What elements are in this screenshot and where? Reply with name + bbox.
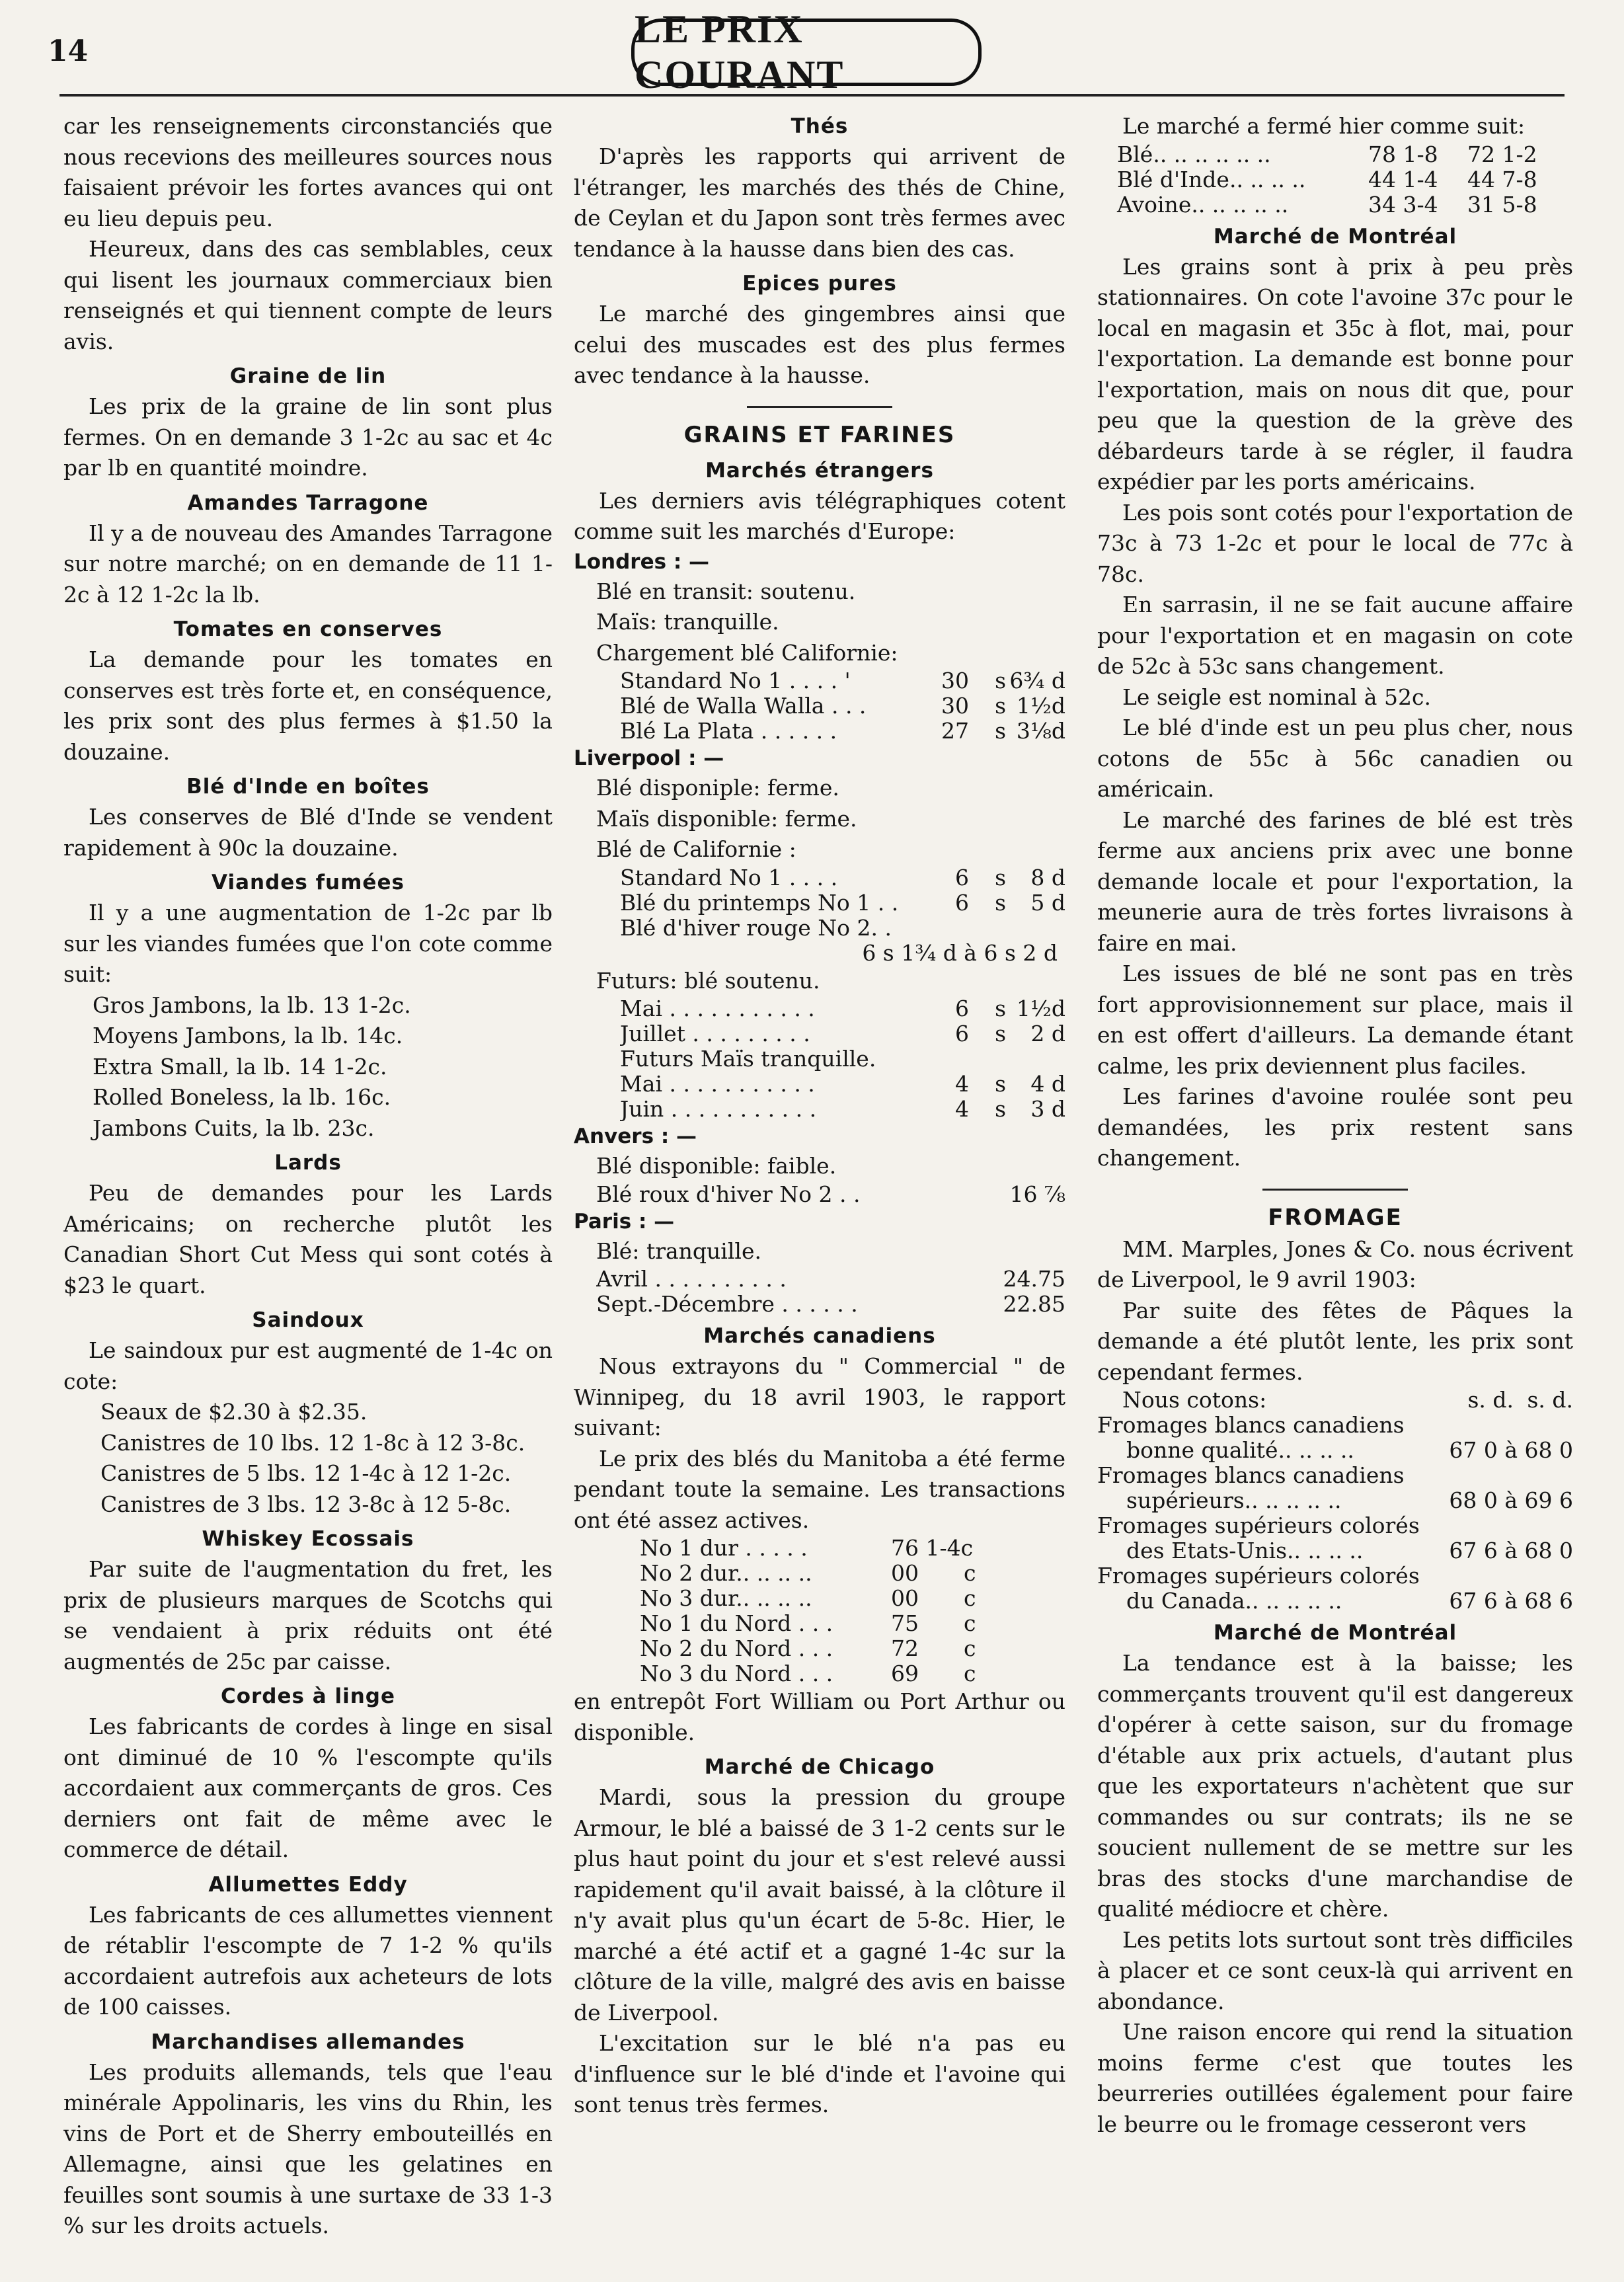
quote-unit: s [995,889,1006,916]
section-heading: Viandes fumées [212,871,405,894]
quote-label: Blé.. .. .. .. .. .. [1117,141,1271,167]
quote-value: 76 1-4c [891,1535,974,1561]
section-heading: Marché de Montréal [1213,224,1457,249]
quote-label: Blé d'Inde.. .. .. .. [1117,167,1306,192]
quote-value: 27 [941,718,969,744]
quote-label: Fromages supérieurs colorés [1097,1513,1420,1538]
quote-label: Mai . . . . . . . . . . . [620,1072,815,1097]
list-item: Canistres de 5 lbs. 12 1-4c à 12 1-2c. [100,1460,512,1486]
quote-row [620,996,1065,1021]
paragraph: L'excitation sur le blé n'a pas eu d'influence sur le blé d'inde et l'avoine qui sont tenus très fermes. [574,2030,1065,2117]
quote-label: Standard No 1 . . . . ' [620,668,851,693]
section-heading: Thés [791,114,849,138]
quote-value: 67 6 à 68 6 [1449,1588,1573,1614]
quote-label: du Canada.. .. .. .. .. [1126,1589,1342,1614]
quote-value: 6 [955,996,969,1021]
quote-unit: s [995,668,1006,693]
paragraph: Heureux, dans des cas semblables, ceux qui lisent les journaux commerciaux bien renseignés et qui tiennent compte de leurs avis. [63,236,553,354]
quote-row [620,1097,1065,1122]
quote-label: Fromages blancs canadiens [1097,1463,1405,1488]
quote-row [620,719,1065,744]
quote-label: Blé de Walla Walla . . . [620,693,867,719]
paragraph: En sarrasin, il ne se fait aucune affaire pour l'exportation et en magasin on cote de 52c à 53c sans changement. [1097,592,1573,679]
paragraph: La tendance est à la baisse; les commerçants trouvent qu'il est dangereux d'opérer à cette saison, sur du fromage d'étable aux prix actuels, d'autant plus que les exportateurs n'achètent que sur commandes ou sur contrats; ils ne se soucient nullement de se mettre sur les bras des stocks d'une marchandise de qualité médiocre et chère. [1097,1650,1573,1922]
quote-value: 69 [891,1661,919,1686]
quote-row [620,916,1065,941]
quote-value: 6 [955,1021,969,1046]
quote-row [620,1021,1065,1046]
section-heading: Blé d'Inde en boîtes [186,775,430,799]
market-city: Londres : — [574,549,710,574]
quote-unit: s [995,718,1006,744]
section-title: FROMAGE [1268,1204,1403,1231]
quote-row [640,1561,1065,1586]
quote-row [620,865,1065,890]
quote-label: No 3 du Nord . . . [640,1661,833,1686]
quote-value: 67 6 à 68 0 [1449,1538,1573,1563]
section-heading: Marché de Montréal [1213,1621,1457,1645]
paragraph: Le blé d'inde est un peu plus cher, nous cotons de 55c à 56c canadien ou américain. [1097,715,1573,802]
market-line: Chargement blé Californie: [596,639,898,666]
quote-row [620,693,1065,719]
quote-row [596,1267,1065,1292]
paragraph: Par suite des fêtes de Pâques la demande a été plutôt lente, les prix sont cependant fermes. [1097,1297,1573,1385]
quote-value: 3 d [1030,1096,1065,1122]
quote-row [620,1046,1065,1072]
list-item: Jambons Cuits, la lb. 23c. [93,1115,375,1141]
quote-label: Avoine.. .. .. .. .. [1117,192,1289,217]
paragraph: Les produits allemands, tels que l'eau minérale Appolinaris, les vins du Rhin, les vins de Port et de Sherry embouteillés en Allemagne, ainsi que les gelatines en feuilles sont soumis à une surtaxe de 33 1-3 % sur les droits actuels. [63,2059,553,2238]
quote-value: 2 d [1030,1021,1065,1046]
paragraph: Les grains sont à prix à peu près stationnaires. On cote l'avoine 37c pour le local en magasin et 35c à flot, mai, pour l'exportation. La demande est bonne pour l'exportation, mais on nous dit que, pour peu que la question de la grève des débardeurs tarde à se régler, il faudra expédier par les ports américains. [1097,253,1573,494]
quote-row [1097,167,1573,192]
quote-label: bonne qualité.. .. .. .. [1126,1438,1354,1463]
market-line: Blé: tranquille. [596,1238,761,1264]
quote-row [640,1536,1065,1561]
quote-unit: s [995,1071,1006,1097]
column-1 [63,111,553,2266]
paragraph: Le seigle est nominal à 52c. [1122,684,1431,710]
paragraph: MM. Marples, Jones & Co. nous écrivent de Liverpool, le 9 avril 1903: [1097,1236,1573,1292]
quote-value: 6 [955,889,969,916]
quote-label: Blé La Plata . . . . . . [620,719,837,744]
quote-value: 78 1-8 [1368,141,1438,167]
paragraph: Les prix de la graine de lin sont plus fermes. On en demande 3 1-2c au sac et 4c par lb en quantité moindre. [63,393,553,481]
quote-row [1097,1488,1573,1513]
section-heading: Epices pures [742,272,897,295]
quote-table [574,1267,1065,1317]
cheese-quote-table [1097,1388,1573,1614]
quote-row [1097,1413,1573,1438]
quote-row [1097,192,1573,217]
quote-label: Sept.-Décembre . . . . . . [596,1292,858,1317]
quote-value: 3⅛d [1016,718,1065,744]
quote-value: 72 [891,1635,919,1661]
header-rule [59,94,1565,97]
column-2 [574,111,1065,2266]
market-line: Blé disponible: faible. [596,1153,837,1179]
quote-value: 6¾ d [1009,668,1065,693]
quote-label: Standard No 1 . . . . [620,865,838,890]
quote-value: 5 d [1030,889,1065,916]
quote-row [596,1292,1065,1317]
quote-value: 72 1-2 [1467,141,1537,167]
paragraph: Les petits lots surtout sont très difficiles à placer et ce sont ceux-là qui arrivent en abondance. [1097,1926,1573,2014]
quote-value: 31 5-8 [1467,191,1537,217]
quote-value: 6 [955,864,969,890]
section-heading: Saindoux [252,1308,364,1332]
paragraph: Une raison encore qui rend la situation moins ferme c'est que toutes les beurreries outillées également pour faire le beurre ou le fromage cesseront vers [1097,2019,1573,2137]
paragraph: La demande pour les tomates en conserves est très forte et, en conséquence, les prix sont des plus fermes à $1.50 la douzaine. [63,647,553,765]
paragraph: Les fabricants de ces allumettes viennent de rétablir l'escompte de 7 1-2 % qu'ils accordaient autrefois aux acheteurs de lots de 100 caisses. [63,1901,553,2020]
price-list [63,1397,553,1520]
quote-value: 1½d [1016,693,1065,719]
quote-table [574,668,1065,744]
quote-header-row [1097,1388,1573,1413]
list-item: Seaux de $2.30 à $2.35. [100,1399,367,1425]
list-item: Rolled Boneless, la lb. 16c. [93,1084,391,1110]
quote-row [640,1636,1065,1661]
list-item: Gros Jambons, la lb. 13 1-2c. [93,992,411,1018]
quote-unit: c [964,1661,976,1686]
quote-label: supérieurs.. .. .. .. .. [1126,1488,1342,1513]
quote-label: des Etats-Unis.. .. .. .. [1126,1538,1364,1563]
paragraph: Les conserves de Blé d'Inde se vendent rapidement à 90c la douzaine. [63,804,553,861]
market-city: Paris : — [574,1209,675,1234]
quote-value: 1½d [1016,996,1065,1021]
quote-row [620,890,1065,916]
quote-row [1097,1589,1573,1614]
quote-value: 44 1-4 [1368,166,1438,192]
section-heading: Tomates en conserves [173,617,443,641]
market-line: Blé de Californie : [596,836,796,862]
quote-label: No 2 du Nord . . . [640,1636,833,1661]
paragraph: Mardi, sous la pression du groupe Armour, le blé a baissé de 3 1-2 cents sur le plus haut point du jour et s'est relevé aussi rapidement qu'il avait baissé, à la clôture il n'y avait plus qu'un écart de 5-8c. Hier, le marché a été actif et a gagné 1-4c sur la clôture de la ville, malgré des avis en baisse de Liverpool. [574,1784,1065,2026]
quote-table [574,865,1065,966]
section-heading: Cordes à linge [220,1684,396,1708]
quote-unit: s [995,864,1006,890]
paragraph: Il y a de nouveau des Amandes Tarragone sur notre marché; on en demande de 11 1-2c à 12 1-2c la lb. [63,520,553,608]
quote-row [640,1661,1065,1686]
quote-row [1097,1463,1573,1488]
section-title: GRAINS ET FARINES [683,421,956,448]
paragraph: Il y a une augmentation de 1-2c par lb sur les viandes fumées que l'on cote comme suit: [63,900,553,987]
quote-label: No 2 dur.. .. .. .. [640,1561,812,1586]
section-heading: Marchandises allemandes [151,2029,465,2054]
section-heading: Whiskey Ecossais [202,1527,414,1551]
quote-value: 4 d [1030,1071,1065,1097]
list-item: Moyens Jambons, la lb. 14c. [93,1023,403,1048]
paragraph: Les farines d'avoine roulée sont peu demandées, les prix restent sans changement. [1097,1083,1573,1171]
quote-table [1097,142,1573,217]
section-heading: Allumettes Eddy [208,1872,408,1897]
quote-value: 68 0 à 69 6 [1449,1487,1573,1513]
quote-row [640,1611,1065,1636]
quote-row [1097,1563,1573,1589]
market-city: Liverpool : — [574,746,724,770]
section-heading: Graine de lin [229,364,387,388]
quote-label: Fromages supérieurs colorés [1097,1563,1420,1589]
quote-unit: c [964,1635,976,1661]
paragraph: Le prix des blés du Manitoba a été ferme pendant toute la semaine. Les transactions ont été assez actives. [574,1445,1065,1533]
quote-value: 34 3-4 [1368,191,1438,217]
market-city: Anvers : — [574,1124,697,1148]
quote-label: Juillet . . . . . . . . . [620,1021,810,1046]
quote-label: Blé d'hiver rouge No 2. . [620,915,892,941]
quote-unit [964,1536,990,1561]
paragraph: Par suite de l'augmentation du fret, les prix de plusieurs marques de Scotchs qui se vendaient à prix réduits ont été augmentés de 25c par caisse. [63,1556,553,1674]
quote-value: 24.75 [1003,1266,1065,1292]
market-line: Futurs: blé soutenu. [596,967,820,994]
quote-row [640,1586,1065,1611]
paragraph: car les renseignements circonstanciés que nous recevions des meilleures sources nous faisaient prévoir les fortes avances qui ont eu lieu depuis peu. [63,113,553,231]
quote-table [640,1536,1065,1686]
quote-value: 16 ⅞ [1009,1181,1065,1207]
price-list [63,990,553,1144]
quote-table [574,996,1065,1122]
quote-label: Fromages blancs canadiens [1097,1413,1405,1438]
quote-label: Blé du printemps No 1 . . [620,890,899,916]
quote-value: 00 [891,1560,919,1586]
paragraph: Les derniers avis télégraphiques cotent comme suit les marchés d'Europe: [574,487,1065,544]
quote-unit: s [995,1096,1006,1122]
quote-value: 6 s 1¾ d à 6 s 2 d [862,939,1058,966]
quote-unit: s [995,1021,1006,1046]
quote-unit: c [964,1560,976,1586]
paragraph: Le marché des farines de blé est très ferme aux anciens prix avec une bonne demande locale et pour l'exportation, la meunerie aura de très fortes livraisons à faire en mai. [1097,807,1573,956]
section-divider [1262,1189,1408,1191]
paragraph: D'après les rapports qui arrivent de l'étranger, les marchés des thés de Chine, de Ceylan et du Japon sont très fermes avec tendance à la hausse dans bien des cas. [574,143,1065,262]
section-heading: Marchés canadiens [703,1324,936,1348]
list-item: Canistres de 3 lbs. 12 3-8c à 12 5-8c. [100,1491,512,1517]
paragraph: Les pois sont cotés pour l'exportation de 73c à 73 1-2c et pour le local de 77c à 78c. [1097,499,1573,587]
quote-unit: s. d. [1527,1387,1573,1413]
quote-row [596,1182,1065,1207]
list-item: Canistres de 10 lbs. 12 1-8c à 12 3-8c. [100,1429,525,1456]
paragraph: Le saindoux pur est augmenté de 1-4c on cote: [63,1337,553,1394]
paragraph: Nous extrayons du " Commercial " de Winnipeg, du 18 avril 1903, le rapport suivant: [574,1353,1065,1440]
quote-label: Nous cotons: [1122,1388,1267,1413]
section-heading: Lards [274,1151,342,1175]
page-number: 14 [48,34,89,68]
quote-value: 75 [891,1610,919,1636]
quote-label: No 3 dur.. .. .. .. [640,1586,812,1611]
quote-value: 00 [891,1585,919,1611]
quote-row [1097,1538,1573,1563]
section-heading: Amandes Tarragone [187,491,429,515]
quote-label: Futurs Maïs tranquille. [620,1046,876,1072]
quote-value: 4 [955,1071,969,1097]
quote-label: Mai . . . . . . . . . . . [620,996,815,1021]
quote-label: Juin . . . . . . . . . . . [620,1097,817,1122]
paragraph: Les issues de blé ne sont pas en très fort approvisionnement sur place, mais il en est offert d'ailleurs. La demande étant calme, les prix deviennent plus faciles. [1097,961,1573,1079]
section-heading: Marché de Chicago [704,1755,935,1779]
quote-unit: s [995,996,1006,1021]
section-divider [747,406,892,408]
paragraph: en entrepôt Fort William ou Port Arthur ou disponible. [574,1688,1065,1745]
quote-row [620,668,1065,693]
quote-unit: s. d. [1467,1387,1514,1413]
quote-row [1097,142,1573,167]
quote-label: No 1 dur . . . . . [640,1536,808,1561]
quote-row [620,1072,1065,1097]
quote-value: 30 [941,693,969,719]
quote-value: 8 d [1030,864,1065,890]
market-line: Maïs disponible: ferme. [596,805,857,832]
paragraph: Le marché des gingembres ainsi que celui des muscades est des plus fermes avec tendance à la hausse. [574,301,1065,388]
section-heading: Marchés étrangers [705,458,934,483]
quote-row [1097,1513,1573,1538]
list-item: Extra Small, la lb. 14 1-2c. [93,1053,387,1080]
quote-value: 4 [955,1096,969,1122]
quote-value: 22.85 [1003,1291,1065,1317]
quote-label: Avril . . . . . . . . . . [596,1267,787,1292]
market-line: Blé en transit: soutenu. [596,578,856,604]
quote-value: 67 0 à 68 0 [1449,1437,1573,1463]
quote-label: No 1 du Nord . . . [640,1611,833,1636]
quote-table [574,1182,1065,1207]
market-line: Blé disponiple: ferme. [596,775,839,801]
quote-value: 30 [941,668,969,693]
quote-row [620,941,1065,966]
quote-value: 44 7-8 [1467,166,1537,192]
quote-unit: s [995,693,1006,719]
masthead-logo: LE PRIX COURANT [631,19,982,86]
paragraph: Peu de demandes pour les Lards Américains; on recherche plutôt les Canadian Short Cut Mess qui sont cotés à $23 le quart. [63,1180,553,1298]
quote-unit: c [964,1610,976,1636]
paragraph: Les fabricants de cordes à linge en sisal ont diminué de 10 % l'escompte qu'ils accordaient aux commerçants de gros. Ces derniers ont fait de même avec le commerce de détail. [63,1713,553,1862]
quote-unit: c [964,1585,976,1611]
quote-label: Blé roux d'hiver No 2 . . [596,1181,861,1207]
paragraph: Le marché a fermé hier comme suit: [1122,113,1526,139]
column-3 [1097,111,1573,2266]
market-line: Maïs: tranquille. [596,609,779,635]
quote-row [1097,1438,1573,1463]
